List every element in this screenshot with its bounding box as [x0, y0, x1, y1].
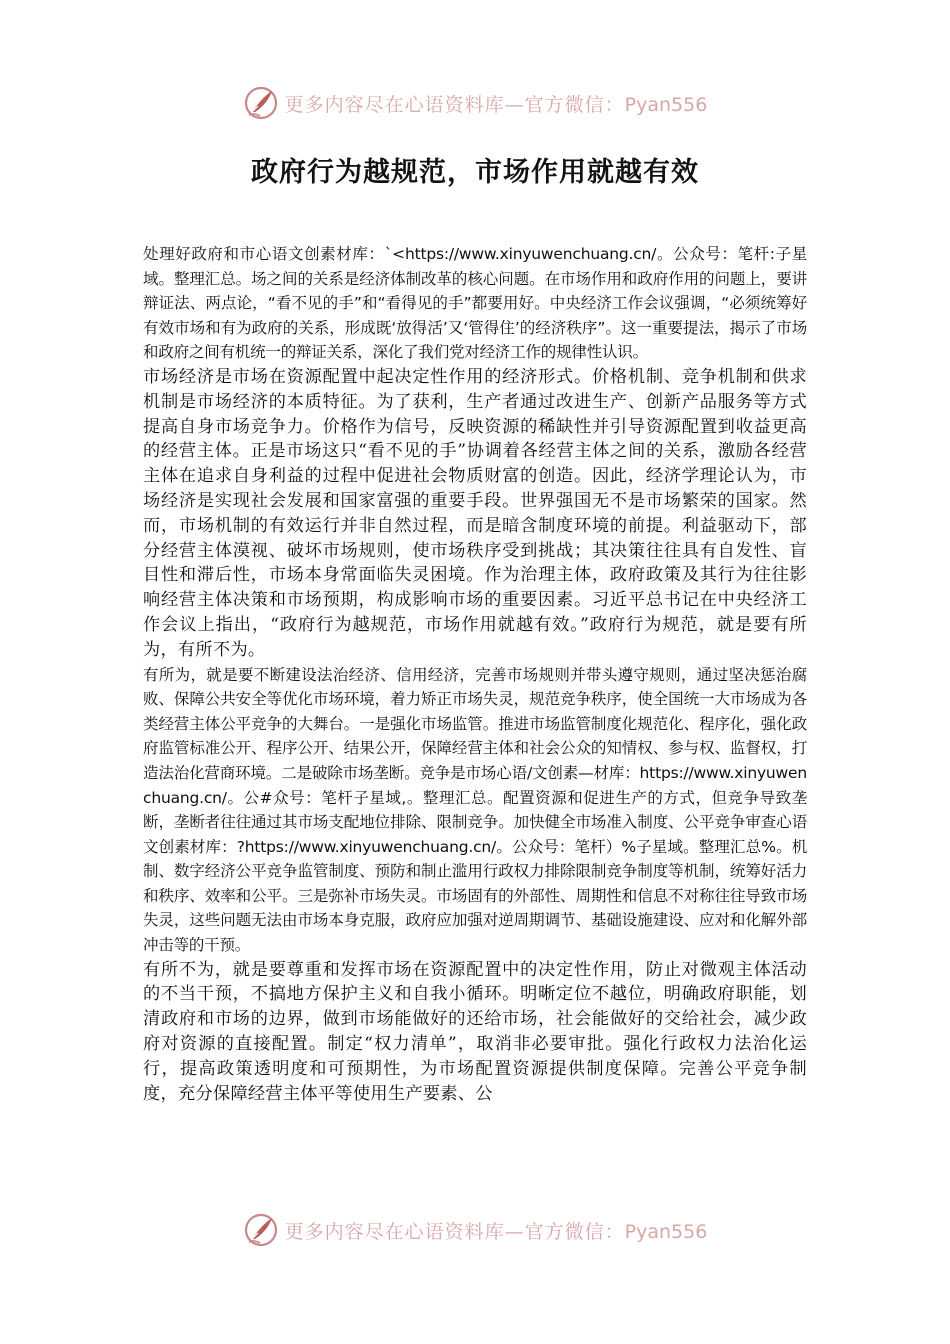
page-title: 政府行为越规范，市场作用就越有效: [251, 157, 699, 188]
paragraph-3: 有所为，就是要不断建设法治经济、信用经济，完善市场规则并带头遵守规则，通过坚决惩治腐败、保障公共安全等优化市场环境，着力矫正市场失灵，规范竞争秩序，使全国统一大市场成为各类经营主体公平竞争的大舞台。一是强化市场监管。推进市场监管制度化规范化、程序化，强化政府监管标准公开、程序公开、结果公开，保障经营主体和社会公众的知情权、参与权、监督权，打造法治化营商环境。二是破除市场垄断。竞争是市场心语/文创素—材库：https://www.xinyuwenchuang.cn/。公#众号：笔杆子星域,。整理汇总。配置资源和促进生产的方式，但竞争导致垄断，垄断者往往通过其市场支配地位排除、限制竞争。加快健全市场准入制度、公平竞争审查心语文创素材库：?https://www.xinyuwenchuang.cn/。公众号：笔杆）%子星域。整理汇总%。机制、数字经济公平竞争监管制度、预防和制止滥用行政权力排除限制竞争制度等机制，统筹好活力和秩序、效率和公平。三是弥补市场失灵。市场固有的外部性、周期性和信息不对称往往导致市场失灵，这些问题无法由市场本身克服，政府应加强对逆周期调节、基础设施建设、应对和化解外部冲击等的干预。: [143, 665, 807, 955]
paragraph-4: 有所不为，就是要尊重和发挥市场在资源配置中的决定性作用，防止对微观主体活动的不当干预，不搞地方保护主义和自我小循环。明晰定位不越位，明确政府职能，划清政府和市场的边界，做到市场能做好的还给市场，社会能做好的交给社会，减少政府对资源的直接配置。制定“权力清单”，取消非必要审批。强化行政权力法治化运行，提高政策透明度和可预期性，为市场配置资源提供制度保障。完善公平竞争制度，充分保障经营主体平等使用生产要素、公: [143, 959, 807, 1104]
document-body: [143, 242, 807, 1106]
banner-wechat-id: Pyan556: [624, 1220, 708, 1243]
banner-text-cn: 更多内容尽在心语资料库—官方微信：: [284, 93, 625, 116]
banner-text: [285, 1217, 708, 1244]
header-banner: [0, 78, 950, 128]
footer-banner: [0, 1205, 950, 1255]
paragraph-2: 市场经济是市场在资源配置中起决定性作用的经济形式。价格机制、竞争机制和供求机制是市场经济的本质特征。为了获利，生产者通过改进生产、创新产品服务等方式提高自身市场竞争力。价格作为信号，反映资源的稀缺性并引导资源配置到收益更高的经营主体。正是市场这只“看不见的手”协调着各经营主体之间的关系，激励各经营主体在追求自身利益的过程中促进社会物质财富的创造。因此，经济学理论认为，市场经济是实现社会发展和国家富强的重要手段。世界强国无不是市场繁荣的国家。然而，市场机制的有效运行并非自然过程，而是暗含制度环境的前提。利益驱动下，部分经营主体漠视、破坏市场规则，使市场秩序受到挑战；其决策往往具有自发性、盲目性和滞后性，市场本身常面临失灵困境。作为治理主体，政府政策及其行为往往影响经营主体决策和市场预期，构成影响市场的重要因素。习近平总书记在中央经济工作会议上指出，“政府行为越规范，市场作用就越有效。”政府行为规范，就是要有所为，有所不为。: [143, 366, 807, 660]
banner-text: [285, 90, 708, 117]
quill-pen-seal-icon: [243, 1212, 279, 1248]
paragraph-1: 处理好政府和市心语文创素材库：`<https://www.xinyuwenchuang.cn/。公众号：笔杆:子星域。整理汇总。场之间的关系是经济体制改革的核心问题。在市场作用和政府作用的问题上，要讲辩证法、两点论，“看不见的手”和“看得见的手”都要用好。中央经济工作会议强调，“必须统筹好有效市场和有为政府的关系，形成既‘放得活’又‘管得住’的经济秩序”。这一重要提法，揭示了市场和政府之间有机统一的辩证关系，深化了我们党对经济工作的规律性认识。: [143, 245, 807, 362]
banner-text-cn: 更多内容尽在心语资料库—官方微信：: [284, 1220, 625, 1243]
banner-wechat-id: Pyan556: [624, 93, 708, 116]
quill-pen-seal-icon: [243, 85, 279, 121]
